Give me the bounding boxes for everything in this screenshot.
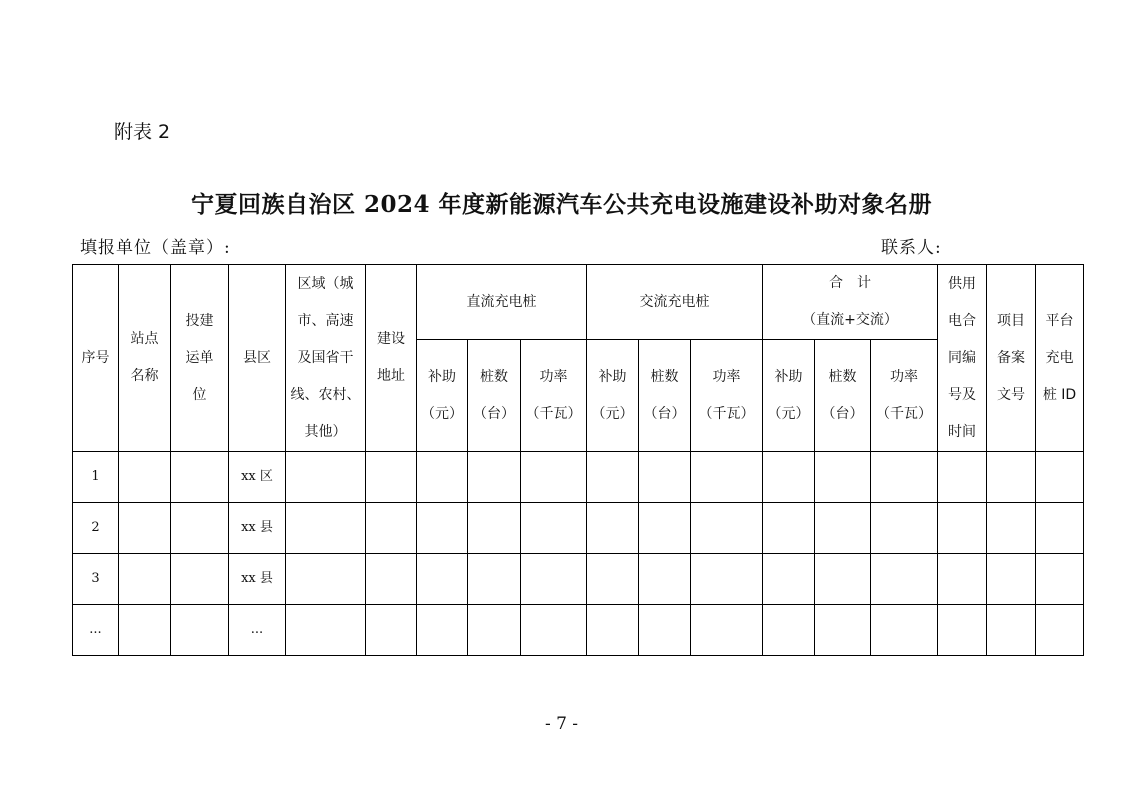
row-county-cell: xx 区: [229, 452, 286, 503]
empty-cell: [691, 452, 763, 503]
empty-cell: [987, 503, 1036, 554]
empty-cell: [171, 605, 229, 656]
header-ac-power: 功率 （千瓦）: [691, 340, 763, 452]
empty-cell: [938, 554, 987, 605]
empty-cell: [871, 503, 938, 554]
page-number: - 7 -: [544, 714, 579, 734]
document-title: 宁夏回族自治区 2024 年度新能源汽车公共充电设施建设补助对象名册: [190, 191, 933, 218]
empty-cell: [938, 452, 987, 503]
header-dc-charging-piles: 直流充电桩: [417, 265, 587, 340]
row-seq-cell: 2: [73, 503, 119, 554]
empty-cell: [171, 554, 229, 605]
empty-cell: [1036, 452, 1084, 503]
empty-cell: [417, 452, 468, 503]
header-total-power: 功率 （千瓦）: [871, 340, 938, 452]
empty-cell: [691, 605, 763, 656]
empty-cell: [468, 452, 521, 503]
empty-cell: [815, 605, 871, 656]
empty-cell: [691, 554, 763, 605]
empty-cell: [639, 452, 691, 503]
header-total-pile-count: 桩数 （台）: [815, 340, 871, 452]
header-filing-number: 项目 备案 文号: [987, 265, 1036, 452]
header-total: 合 计 （直流+交流）: [763, 265, 938, 340]
row-seq-cell: ...: [73, 605, 119, 656]
row-seq-cell: 3: [73, 554, 119, 605]
empty-cell: [119, 452, 171, 503]
empty-cell: [763, 554, 815, 605]
empty-cell: [1036, 503, 1084, 554]
empty-cell: [417, 554, 468, 605]
empty-cell: [366, 452, 417, 503]
empty-cell: [763, 605, 815, 656]
empty-cell: [171, 452, 229, 503]
empty-cell: [691, 503, 763, 554]
empty-cell: [286, 503, 366, 554]
empty-cell: [1036, 605, 1084, 656]
empty-cell: [119, 554, 171, 605]
header-area-type: 区域（城 市、高速 及国省干 线、农村、 其他）: [286, 265, 366, 452]
empty-cell: [938, 605, 987, 656]
empty-cell: [417, 605, 468, 656]
empty-cell: [587, 452, 639, 503]
empty-cell: [1036, 554, 1084, 605]
empty-cell: [639, 503, 691, 554]
empty-cell: [468, 554, 521, 605]
row-county-cell: ...: [229, 605, 286, 656]
empty-cell: [987, 452, 1036, 503]
empty-cell: [763, 452, 815, 503]
empty-cell: [417, 503, 468, 554]
header-station-name: 站点 名称: [119, 265, 171, 452]
contact-person-label: 联系人:: [881, 238, 942, 258]
header-total-subsidy: 补助 （元）: [763, 340, 815, 452]
empty-cell: [521, 605, 587, 656]
header-dc-subsidy: 补助 （元）: [417, 340, 468, 452]
empty-cell: [521, 452, 587, 503]
empty-cell: [366, 554, 417, 605]
header-power-contract: 供用 电合 同编 号及 时间: [938, 265, 987, 452]
empty-cell: [815, 503, 871, 554]
annex-label: 附表 2: [114, 121, 171, 143]
empty-cell: [119, 605, 171, 656]
empty-cell: [587, 503, 639, 554]
empty-cell: [521, 503, 587, 554]
empty-cell: [871, 452, 938, 503]
header-dc-pile-count: 桩数 （台）: [468, 340, 521, 452]
header-ac-charging-piles: 交流充电桩: [587, 265, 763, 340]
empty-cell: [286, 605, 366, 656]
empty-cell: [587, 554, 639, 605]
header-investor-operator: 投建 运单 位: [171, 265, 229, 452]
empty-cell: [871, 554, 938, 605]
empty-cell: [366, 503, 417, 554]
header-ac-subsidy: 补助 （元）: [587, 340, 639, 452]
header-ac-pile-count: 桩数 （台）: [639, 340, 691, 452]
empty-cell: [587, 605, 639, 656]
table-row: [73, 554, 1084, 605]
empty-cell: [119, 503, 171, 554]
header-county: 县区: [229, 265, 286, 452]
empty-cell: [366, 605, 417, 656]
header-seq: 序号: [73, 265, 119, 452]
empty-cell: [815, 452, 871, 503]
empty-cell: [286, 452, 366, 503]
empty-cell: [521, 554, 587, 605]
empty-cell: [286, 554, 366, 605]
empty-cell: [987, 554, 1036, 605]
row-seq-cell: 1: [73, 452, 119, 503]
row-county-cell: xx 县: [229, 554, 286, 605]
header-build-address: 建设 地址: [366, 265, 417, 452]
filler-unit-label: 填报单位（盖章）:: [80, 238, 231, 258]
empty-cell: [763, 503, 815, 554]
empty-cell: [468, 503, 521, 554]
empty-cell: [815, 554, 871, 605]
header-platform-pile-id: 平台 充电 桩 ID: [1036, 265, 1084, 452]
empty-cell: [938, 503, 987, 554]
header-dc-power: 功率 （千瓦）: [521, 340, 587, 452]
row-county-cell: xx 县: [229, 503, 286, 554]
table-row: [73, 452, 1084, 503]
empty-cell: [639, 554, 691, 605]
empty-cell: [639, 605, 691, 656]
table-row: [73, 605, 1084, 656]
empty-cell: [468, 605, 521, 656]
empty-cell: [987, 605, 1036, 656]
table-row: [73, 503, 1084, 554]
empty-cell: [871, 605, 938, 656]
subsidy-roster-table: [72, 264, 1084, 656]
empty-cell: [171, 503, 229, 554]
